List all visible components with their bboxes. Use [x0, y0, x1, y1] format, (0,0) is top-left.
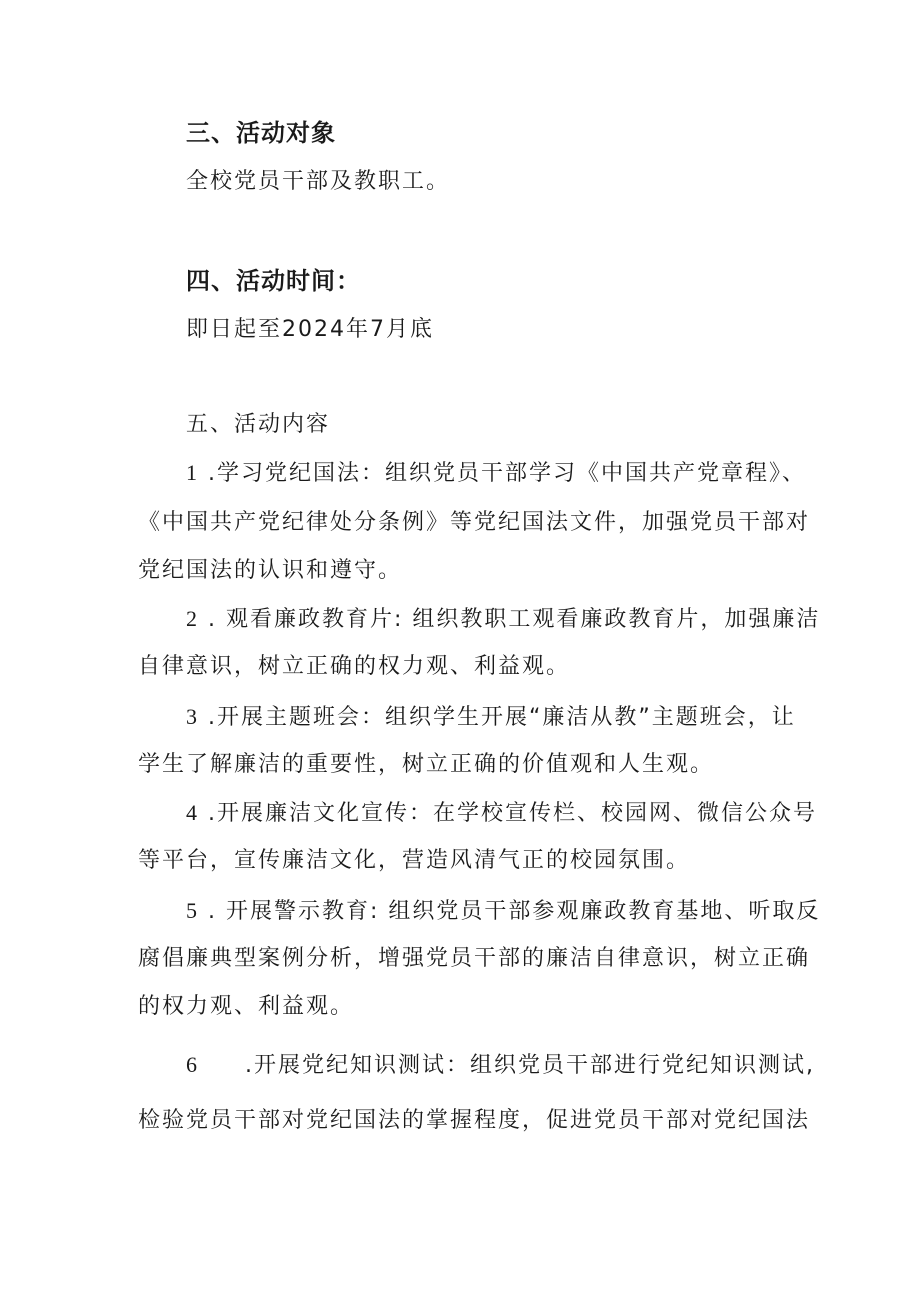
list-item-text: .学习党纪国法：组织党员干部学习《中国共产党章程》、 — [208, 461, 806, 486]
section-body-objects: 全校党员干部及教职工。 — [186, 169, 451, 194]
list-item-5-line-2: 腐倡廉典型案例分析，增强党员干部的廉洁自律意识，树立正确 — [138, 946, 811, 971]
list-item-5-line-1 — [186, 896, 820, 927]
list-item-1-line-3: 党纪国法的认识和遵守。 — [138, 558, 403, 583]
list-item-number: 5 — [186, 898, 199, 923]
list-item-text: . 开展警示教育: 组织党员干部参观廉政教育基地、听取反 — [208, 899, 821, 924]
list-item-3-line-1 — [186, 702, 796, 733]
list-item-text: .开展廉洁文化宣传：在学校宣传栏、校园网、微信公众号 — [208, 801, 817, 826]
list-item-2-line-1 — [186, 604, 820, 635]
list-item-4-line-2: 等平台，宣传廉洁文化，营造风清气正的校园氛围。 — [138, 848, 691, 873]
list-item-1-line-2: 《中国共产党纪律处分条例》等党纪国法文件，加强党员干部对 — [138, 510, 811, 535]
section-heading-objects: 三、活动对象 — [186, 119, 336, 147]
list-item-5-line-3: 的权力观、利益观。 — [138, 994, 355, 1019]
list-item-2-line-2: 自律意识，树立正确的权力观、利益观。 — [138, 654, 571, 679]
list-item-6-line-1 — [186, 1050, 815, 1081]
list-item-number: 2 — [186, 606, 199, 631]
list-item-1-line-1 — [186, 458, 806, 489]
section-heading-time: 四、活动时间： — [186, 267, 361, 295]
list-item-number: 3 — [186, 704, 199, 729]
list-item-number: 6 — [186, 1052, 199, 1077]
list-item-number: 4 — [186, 800, 199, 825]
section-body-time: 即日起至2024年7月底 — [186, 317, 434, 342]
section-heading-content: 五、活动内容 — [186, 412, 331, 437]
list-item-text: .开展主题班会：组织学生开展“廉洁从教”主题班会，让 — [208, 705, 796, 730]
list-item-text: .开展党纪知识测试：组织党员干部进行党纪知识测试, — [245, 1053, 815, 1078]
list-item-text: . 观看廉政教育片: 组织教职工观看廉政教育片，加强廉洁 — [208, 607, 821, 632]
list-item-4-line-1 — [186, 798, 817, 829]
list-item-3-line-2: 学生了解廉洁的重要性，树立正确的价值观和人生观。 — [138, 752, 715, 777]
list-item-6-line-2: 检验党员干部对党纪国法的掌握程度，促进党员干部对党纪国法 — [138, 1108, 811, 1133]
list-item-number: 1 — [186, 460, 199, 485]
